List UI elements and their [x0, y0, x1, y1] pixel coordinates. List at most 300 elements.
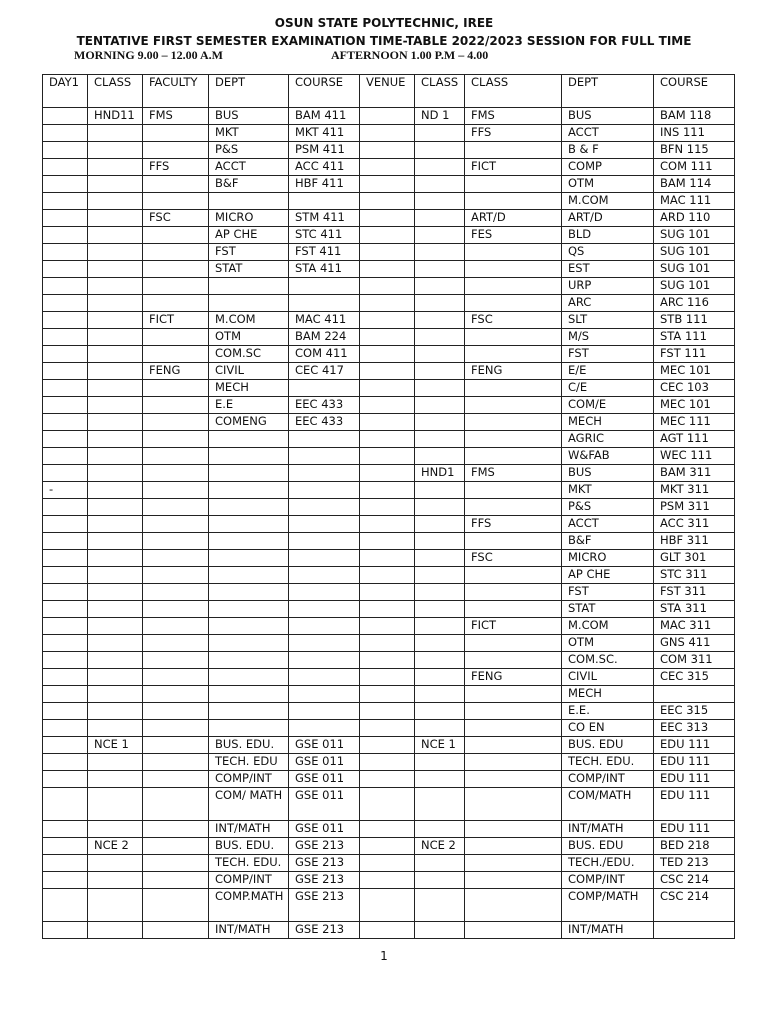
table-cell: GSE 011 — [289, 737, 360, 754]
table-cell — [465, 635, 562, 652]
table-cell — [143, 855, 209, 872]
table-cell — [360, 533, 415, 550]
table-cell — [88, 720, 143, 737]
table-cell — [465, 142, 562, 159]
table-cell — [143, 720, 209, 737]
table-cell — [143, 516, 209, 533]
table-cell — [465, 652, 562, 669]
table-row — [43, 278, 735, 295]
table-cell: FFS — [465, 125, 562, 142]
table-cell: HND11 — [88, 108, 143, 125]
table-cell — [88, 125, 143, 142]
table-cell — [143, 821, 209, 838]
table-cell — [143, 448, 209, 465]
table-cell: ARC 116 — [654, 295, 735, 312]
table-cell: COM.SC — [209, 346, 289, 363]
table-cell — [360, 821, 415, 838]
table-cell — [360, 788, 415, 821]
table-cell: INT/MATH — [209, 821, 289, 838]
table-cell — [415, 261, 465, 278]
table-cell: MECH — [562, 414, 654, 431]
table-cell — [88, 176, 143, 193]
table-cell — [43, 838, 88, 855]
table-cell — [88, 244, 143, 261]
table-cell — [209, 550, 289, 567]
table-cell — [360, 227, 415, 244]
table-row — [43, 210, 735, 227]
table-cell — [209, 703, 289, 720]
table-cell — [88, 414, 143, 431]
table-cell: GSE 213 — [289, 855, 360, 872]
table-cell — [43, 142, 88, 159]
table-cell: AGT 111 — [654, 431, 735, 448]
table-cell: COM/E — [562, 397, 654, 414]
table-cell: OTM — [209, 329, 289, 346]
table-cell — [88, 499, 143, 516]
table-cell — [465, 244, 562, 261]
table-row — [43, 397, 735, 414]
table-cell — [465, 601, 562, 618]
table-cell — [360, 108, 415, 125]
table-cell — [43, 855, 88, 872]
table-cell — [465, 499, 562, 516]
table-cell: NCE 1 — [415, 737, 465, 754]
table-cell — [415, 312, 465, 329]
table-cell: BLD — [562, 227, 654, 244]
table-cell — [88, 363, 143, 380]
table-cell: MECH — [562, 686, 654, 703]
table-cell — [465, 567, 562, 584]
table-cell — [88, 821, 143, 838]
table-cell — [43, 618, 88, 635]
table-cell — [88, 329, 143, 346]
table-cell: STA 411 — [289, 261, 360, 278]
table-cell — [360, 601, 415, 618]
table-cell: P&S — [209, 142, 289, 159]
table-cell: MEC 101 — [654, 363, 735, 380]
table-row — [43, 669, 735, 686]
table-cell — [360, 329, 415, 346]
table-cell: INT/MATH — [562, 821, 654, 838]
table-cell — [289, 601, 360, 618]
table-row — [43, 855, 735, 872]
table-cell: STC 311 — [654, 567, 735, 584]
table-row — [43, 499, 735, 516]
table-cell — [143, 431, 209, 448]
table-cell — [88, 278, 143, 295]
table-row — [43, 922, 735, 939]
table-cell — [88, 482, 143, 499]
table-cell: ACCT — [562, 125, 654, 142]
table-row — [43, 533, 735, 550]
table-row — [43, 618, 735, 635]
table-cell: FFS — [143, 159, 209, 176]
table-cell — [209, 465, 289, 482]
table-cell — [88, 669, 143, 686]
table-cell — [289, 448, 360, 465]
table-cell — [43, 516, 88, 533]
table-cell: URP — [562, 278, 654, 295]
table-cell — [360, 482, 415, 499]
table-cell — [43, 821, 88, 838]
table-cell — [415, 193, 465, 210]
table-cell: FST — [562, 584, 654, 601]
table-cell — [209, 720, 289, 737]
table-cell: NCE 2 — [88, 838, 143, 855]
table-cell: TECH. EDU. — [209, 855, 289, 872]
table-cell — [360, 448, 415, 465]
table-cell: HBF 311 — [654, 533, 735, 550]
table-cell — [415, 176, 465, 193]
table-cell: E.E — [209, 397, 289, 414]
table-cell — [360, 737, 415, 754]
table-cell — [465, 176, 562, 193]
table-row — [43, 754, 735, 771]
table-row — [43, 720, 735, 737]
table-cell — [465, 329, 562, 346]
table-cell: COM 111 — [654, 159, 735, 176]
table-cell — [360, 567, 415, 584]
morning-session-label: MORNING 9.00 – 12.00 A.M — [74, 48, 223, 62]
table-cell: BAM 311 — [654, 465, 735, 482]
table-cell: QS — [562, 244, 654, 261]
table-cell — [143, 635, 209, 652]
table-cell — [289, 669, 360, 686]
table-cell — [43, 669, 88, 686]
table-cell: SUG 101 — [654, 278, 735, 295]
table-cell — [88, 295, 143, 312]
table-cell: TED 213 — [654, 855, 735, 872]
table-cell — [88, 227, 143, 244]
table-row — [43, 312, 735, 329]
table-row — [43, 380, 735, 397]
table-cell — [143, 125, 209, 142]
table-cell — [209, 567, 289, 584]
table-cell — [209, 652, 289, 669]
table-cell: W&FAB — [562, 448, 654, 465]
table-cell — [360, 686, 415, 703]
table-cell — [209, 635, 289, 652]
school-title: OSUN STATE POLYTECHNIC, IREE — [274, 16, 494, 30]
table-row — [43, 125, 735, 142]
table-row — [43, 567, 735, 584]
table-cell — [415, 363, 465, 380]
table-cell — [360, 278, 415, 295]
table-cell — [360, 431, 415, 448]
table-cell: ACC 311 — [654, 516, 735, 533]
table-cell: GSE 011 — [289, 788, 360, 821]
table-cell: COMP/INT — [562, 872, 654, 889]
table-cell — [143, 652, 209, 669]
table-cell: EEC 433 — [289, 397, 360, 414]
table-cell — [465, 821, 562, 838]
table-cell: BUS. EDU — [562, 737, 654, 754]
table-cell: EDU 111 — [654, 737, 735, 754]
table-cell: P&S — [562, 499, 654, 516]
table-row — [43, 703, 735, 720]
table-cell — [465, 397, 562, 414]
table-cell: COM 411 — [289, 346, 360, 363]
table-cell: ACC 411 — [289, 159, 360, 176]
table-cell — [43, 346, 88, 363]
table-cell — [465, 872, 562, 889]
table-cell: TECH. EDU. — [562, 754, 654, 771]
table-row — [43, 821, 735, 838]
table-cell — [360, 397, 415, 414]
table-cell — [415, 346, 465, 363]
table-cell — [143, 703, 209, 720]
table-cell — [143, 244, 209, 261]
table-cell: INS 111 — [654, 125, 735, 142]
table-cell — [88, 193, 143, 210]
table-cell — [88, 635, 143, 652]
table-cell — [43, 872, 88, 889]
table-cell — [289, 533, 360, 550]
table-cell — [43, 210, 88, 227]
table-cell — [209, 516, 289, 533]
table-cell — [465, 771, 562, 788]
table-cell — [43, 889, 88, 922]
table-cell — [209, 618, 289, 635]
table-row — [43, 244, 735, 261]
table-cell — [88, 788, 143, 821]
table-cell — [43, 703, 88, 720]
table-cell — [88, 703, 143, 720]
table-row — [43, 872, 735, 889]
table-cell — [289, 720, 360, 737]
table-cell — [360, 414, 415, 431]
table-cell: GSE 011 — [289, 821, 360, 838]
table-cell — [43, 465, 88, 482]
table-cell: M.COM — [562, 618, 654, 635]
table-cell — [143, 838, 209, 855]
column-header: DAY1 — [43, 75, 88, 108]
table-cell: COM 311 — [654, 652, 735, 669]
table-cell: ND 1 — [415, 108, 465, 125]
table-cell — [143, 414, 209, 431]
table-cell: BAM 118 — [654, 108, 735, 125]
table-cell — [289, 635, 360, 652]
table-row — [43, 295, 735, 312]
table-cell — [43, 567, 88, 584]
table-cell: FICT — [143, 312, 209, 329]
table-row — [43, 261, 735, 278]
table-cell — [209, 278, 289, 295]
table-cell: AP CHE — [209, 227, 289, 244]
table-cell: C/E — [562, 380, 654, 397]
table-cell — [415, 414, 465, 431]
table-cell: EDU 111 — [654, 788, 735, 821]
table-cell — [88, 465, 143, 482]
table-cell — [415, 686, 465, 703]
table-cell — [143, 889, 209, 922]
table-cell: STA 311 — [654, 601, 735, 618]
table-cell — [415, 788, 465, 821]
table-cell: SUG 101 — [654, 227, 735, 244]
table-cell: FST — [209, 244, 289, 261]
table-cell: M.COM — [562, 193, 654, 210]
table-row — [43, 414, 735, 431]
table-cell — [360, 159, 415, 176]
table-cell: BUS. EDU — [562, 838, 654, 855]
table-cell — [360, 312, 415, 329]
table-cell: GSE 213 — [289, 872, 360, 889]
table-cell: HND1 — [415, 465, 465, 482]
table-cell: GSE 213 — [289, 922, 360, 939]
table-cell: STC 411 — [289, 227, 360, 244]
table-cell — [88, 754, 143, 771]
table-cell: MAC 411 — [289, 312, 360, 329]
table-row — [43, 176, 735, 193]
exam-timetable — [42, 74, 735, 939]
table-cell — [415, 159, 465, 176]
table-cell — [209, 686, 289, 703]
table-row — [43, 108, 735, 125]
column-header: FACULTY — [143, 75, 209, 108]
table-cell: BUS — [562, 108, 654, 125]
table-cell — [88, 872, 143, 889]
table-cell: GNS 411 — [654, 635, 735, 652]
table-cell — [43, 788, 88, 821]
table-cell — [88, 397, 143, 414]
table-cell — [415, 754, 465, 771]
table-cell — [360, 922, 415, 939]
table-row — [43, 346, 735, 363]
table-cell: B&F — [209, 176, 289, 193]
table-cell — [43, 125, 88, 142]
table-cell — [415, 329, 465, 346]
table-row — [43, 329, 735, 346]
table-cell — [143, 550, 209, 567]
table-cell: HBF 411 — [289, 176, 360, 193]
table-cell: STA 111 — [654, 329, 735, 346]
table-cell: FENG — [143, 363, 209, 380]
table-cell — [43, 499, 88, 516]
table-cell — [360, 380, 415, 397]
table-cell — [360, 465, 415, 482]
table-cell: ACCT — [562, 516, 654, 533]
table-cell — [143, 584, 209, 601]
table-cell — [43, 550, 88, 567]
table-cell — [360, 703, 415, 720]
column-header: VENUE — [360, 75, 415, 108]
table-cell — [43, 533, 88, 550]
column-header: CLASS — [88, 75, 143, 108]
table-cell: COMP/MATH — [562, 889, 654, 922]
table-cell: MICRO — [562, 550, 654, 567]
table-cell — [209, 193, 289, 210]
table-cell: MKT — [209, 125, 289, 142]
table-cell: COM/ MATH — [209, 788, 289, 821]
table-cell: COM/MATH — [562, 788, 654, 821]
table-cell — [209, 499, 289, 516]
table-cell: GSE 011 — [289, 771, 360, 788]
table-cell: FSC — [465, 312, 562, 329]
table-cell: TECH. EDU — [209, 754, 289, 771]
table-row — [43, 686, 735, 703]
table-cell: MKT 311 — [654, 482, 735, 499]
table-cell — [360, 855, 415, 872]
table-cell — [88, 142, 143, 159]
table-cell: M/S — [562, 329, 654, 346]
table-cell — [289, 499, 360, 516]
table-cell — [43, 380, 88, 397]
table-cell: BAM 224 — [289, 329, 360, 346]
table-cell — [465, 193, 562, 210]
table-cell — [88, 533, 143, 550]
table-cell — [43, 754, 88, 771]
table-cell — [415, 601, 465, 618]
table-cell — [289, 584, 360, 601]
table-cell: MAC 111 — [654, 193, 735, 210]
table-cell: B&F — [562, 533, 654, 550]
table-cell — [415, 295, 465, 312]
table-cell — [360, 499, 415, 516]
table-cell: MKT — [562, 482, 654, 499]
table-row — [43, 227, 735, 244]
table-cell — [465, 686, 562, 703]
table-cell: FICT — [465, 159, 562, 176]
table-cell: CSC 214 — [654, 872, 735, 889]
table-cell: FSC — [465, 550, 562, 567]
table-cell: CEC 315 — [654, 669, 735, 686]
column-header: COURSE — [654, 75, 735, 108]
table-cell — [43, 601, 88, 618]
table-cell: SUG 101 — [654, 261, 735, 278]
table-cell: TECH./EDU. — [562, 855, 654, 872]
table-cell: E/E — [562, 363, 654, 380]
table-cell — [465, 346, 562, 363]
table-cell: COMP.MATH — [209, 889, 289, 922]
table-cell — [415, 499, 465, 516]
table-cell: OTM — [562, 635, 654, 652]
table-cell — [415, 278, 465, 295]
table-cell — [289, 703, 360, 720]
table-cell — [360, 635, 415, 652]
table-cell — [143, 346, 209, 363]
table-cell: FMS — [465, 108, 562, 125]
table-cell: EDU 111 — [654, 754, 735, 771]
table-cell — [88, 567, 143, 584]
table-cell: EST — [562, 261, 654, 278]
table-cell — [465, 889, 562, 922]
table-row — [43, 652, 735, 669]
table-cell — [88, 380, 143, 397]
table-cell: CSC 214 — [654, 889, 735, 922]
column-header: COURSE — [289, 75, 360, 108]
table-cell — [415, 872, 465, 889]
table-cell: FSC — [143, 210, 209, 227]
table-cell — [209, 448, 289, 465]
table-cell: COMP/INT — [562, 771, 654, 788]
table-cell — [415, 244, 465, 261]
table-cell — [360, 618, 415, 635]
table-cell — [360, 838, 415, 855]
table-cell — [43, 261, 88, 278]
table-cell — [465, 414, 562, 431]
table-row — [43, 771, 735, 788]
table-cell — [465, 922, 562, 939]
table-cell — [143, 686, 209, 703]
table-cell: BUS — [209, 108, 289, 125]
table-cell — [360, 142, 415, 159]
table-cell — [360, 261, 415, 278]
table-cell — [415, 821, 465, 838]
table-cell — [415, 669, 465, 686]
table-cell — [143, 618, 209, 635]
table-cell — [465, 720, 562, 737]
table-cell: SUG 101 — [654, 244, 735, 261]
